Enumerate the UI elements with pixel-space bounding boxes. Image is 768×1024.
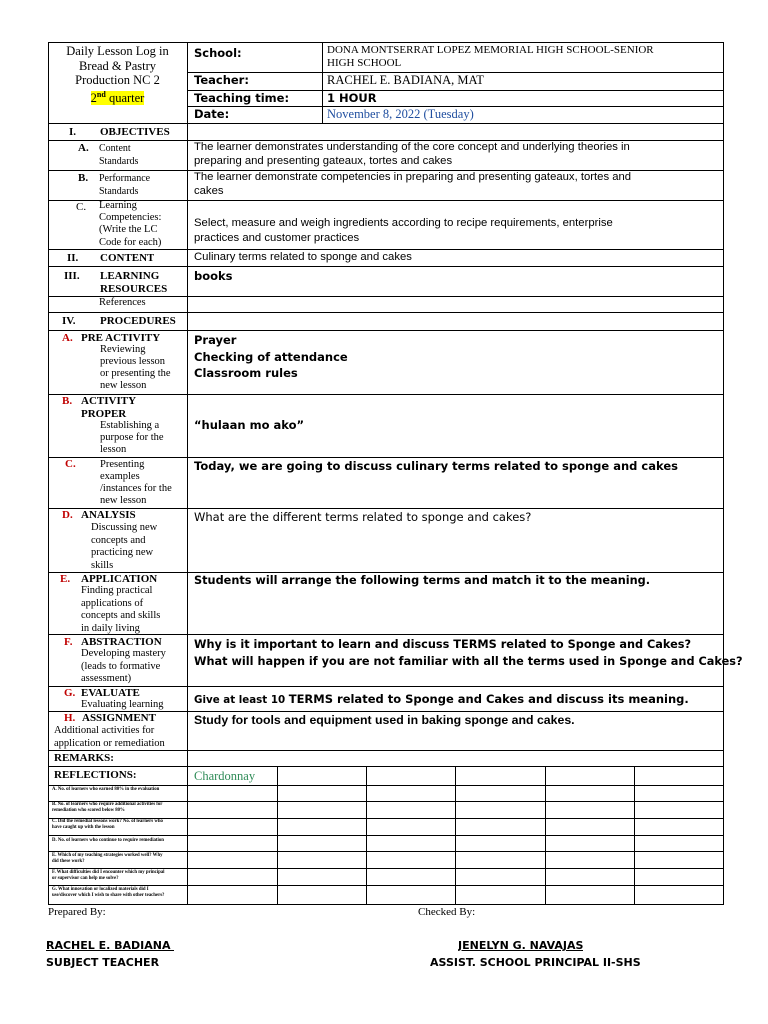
performance-standards-letter: B.: [78, 172, 89, 184]
reflection-item-b-1: B. No. of learners who require additional activities for: [52, 802, 163, 807]
reflection-item-f: [52, 870, 186, 881]
abstraction-title: ABSTRACTION: [81, 636, 162, 648]
pre-activity-desc: [100, 344, 171, 392]
procedures-heading: PROCEDURES: [100, 315, 176, 327]
prepared-by-label: Prepared By:: [48, 906, 106, 918]
content-standards-label: [99, 143, 138, 168]
evaluate-text-a: Give at least 10: [194, 694, 289, 706]
activity-proper-desc: [100, 420, 164, 456]
assignment-desc: [54, 725, 165, 750]
pre-activity-letter: A.: [62, 332, 73, 344]
reflection-item-c-2: have caught up with the lesson: [52, 824, 115, 830]
assignment-desc-1: Additional activities for: [54, 725, 155, 736]
learning-competencies-text: [194, 216, 613, 245]
abstraction-text-1: Why is it important to learn and discuss TERMS related to Sponge and Cakes?: [194, 638, 692, 651]
analysis-letter: D.: [62, 509, 73, 521]
presenting-desc-2: examples: [100, 471, 140, 482]
pre-activity-desc-4: new lesson: [100, 380, 147, 391]
teaching-time-value: 1 HOUR: [327, 92, 377, 105]
presenting-desc-4: new lesson: [100, 495, 147, 506]
activity-proper-title-2: PROPER: [81, 407, 127, 420]
resources-heading-1: LEARNING: [100, 270, 160, 282]
date-label: Date:: [194, 108, 230, 121]
application-title: APPLICATION: [81, 573, 158, 585]
reflections-label: REFLECTIONS:: [54, 769, 137, 781]
pre-activity-text-1: Prayer: [194, 333, 237, 347]
assignment-title: ASSIGNMENT: [82, 712, 156, 724]
analysis-title: ANALYSIS: [81, 509, 136, 521]
activity-proper-desc-2: purpose for the: [100, 432, 164, 443]
abstraction-desc: [81, 648, 166, 686]
performance-standards-label-1: Performance: [99, 173, 151, 184]
reflection-item-a: [52, 787, 186, 793]
application-desc-3: concepts and skills: [81, 610, 161, 621]
abstraction-desc-3: assessment): [81, 673, 132, 684]
evaluate-desc: Evaluating learning: [81, 699, 164, 710]
checked-by-label: Checked By:: [418, 906, 476, 918]
content-number: II.: [67, 252, 79, 264]
presenting-letter: C.: [65, 458, 76, 470]
evaluate-letter: G.: [64, 687, 76, 699]
pre-activity-text: [194, 332, 348, 382]
quarter-suffix: nd: [96, 89, 106, 99]
application-desc-4: in daily living: [81, 622, 140, 634]
application-desc: [81, 585, 160, 635]
evaluate-text: [194, 689, 689, 707]
presenting-desc: [100, 459, 172, 507]
assignment-letter: H.: [64, 712, 76, 724]
resources-number: III.: [64, 270, 80, 282]
content-standards-text-2: preparing and presenting gateaux, tortes and cakes: [194, 154, 453, 167]
analysis-desc-4: skills: [91, 559, 114, 571]
pre-activity-desc-3: or presenting the: [100, 368, 171, 379]
assignment-desc-2: application or remediation: [54, 737, 165, 749]
application-letter: E.: [60, 573, 71, 585]
checked-by-title: ASSIST. SCHOOL PRINCIPAL II-SHS: [430, 957, 641, 969]
prepared-by-title: SUBJECT TEACHER: [46, 957, 160, 969]
remarks-label: REMARKS:: [54, 752, 114, 764]
reflection-item-c-1: C. Did the remedial lessons work? No. of learners who: [52, 819, 163, 824]
activity-proper-letter: B.: [62, 395, 73, 407]
activity-proper-title: [81, 395, 136, 420]
abstraction-text-2: What will happen if you are not familiar with all the terms used in Sponge and Cakes?: [194, 654, 743, 668]
application-desc-1: Finding practical: [81, 585, 153, 596]
activity-proper-desc-3: lesson: [100, 444, 127, 455]
performance-standards-text-1: The learner demonstrate competencies in preparing and presenting gateaux, tortes and: [194, 171, 632, 183]
learning-competencies-letter: C.: [76, 201, 87, 213]
analysis-text: What are the different terms related to sponge and cakes?: [194, 511, 532, 524]
learning-competencies-label-3: (Write the LC: [99, 224, 158, 236]
reflection-item-e-2: did these work?: [52, 858, 85, 864]
analysis-desc: [91, 522, 157, 572]
content-standards-text: [194, 141, 630, 168]
abstraction-letter: F.: [64, 636, 73, 648]
reflection-item-f-1: F. What difficulties did I encounter which my principal: [52, 870, 165, 875]
references-label: References: [99, 297, 146, 308]
content-standards-label-1: Content: [99, 143, 131, 154]
school-value: [327, 44, 654, 69]
activity-proper-title-1: ACTIVITY: [81, 395, 137, 407]
quarter-word: quarter: [105, 90, 145, 105]
content-standards-text-1: The learner demonstrates understanding of the core concept and underlying theories in: [194, 141, 630, 153]
pre-activity-text-3: Classroom rules: [194, 366, 298, 380]
reflection-item-g-1: G. What innovation or localized materials did I: [52, 887, 149, 892]
checked-by-name: JENELYN G. NAVAJAS: [458, 940, 584, 952]
performance-standards-label-2: Standards: [99, 185, 139, 197]
presenting-desc-1: Presenting: [100, 459, 145, 470]
lesson-log-title: [48, 44, 187, 105]
evaluate-title: EVALUATE: [81, 687, 140, 699]
teacher-value: RACHEL E. BADIANA, MAT: [327, 73, 484, 87]
reflections-section-name: Chardonnay: [194, 769, 256, 783]
presenting-desc-3: /instances for the: [100, 483, 172, 494]
prepared-by-name: RACHEL E. BADIANA: [46, 940, 175, 952]
learning-competencies-label-4: Code for each): [99, 236, 162, 248]
learning-competencies-text-1: Select, measure and weigh ingredients according to recipe requirements, enterprise: [194, 217, 613, 229]
quarter-number: 2: [90, 90, 97, 105]
learning-competencies-text-2: practices and customer practices: [194, 231, 360, 244]
resources-text: books: [194, 270, 233, 283]
teaching-time-label: Teaching time:: [194, 92, 290, 105]
school-label: School:: [194, 47, 242, 60]
pre-activity-desc-1: Reviewing: [100, 344, 146, 355]
content-standards-label-2: Standards: [99, 155, 139, 167]
analysis-desc-3: practicing new: [91, 547, 154, 558]
analysis-desc-2: concepts and: [91, 534, 146, 546]
school-value-line-2: HIGH SCHOOL: [327, 56, 402, 69]
objectives-number: I.: [69, 126, 77, 138]
assignment-text: Study for tools and equipment used in baking sponge and cakes.: [194, 713, 575, 727]
resources-heading: [100, 270, 167, 295]
learning-competencies-label-2: Competencies:: [99, 212, 162, 224]
reflection-item-e: [52, 853, 186, 864]
performance-standards-text-2: cakes: [194, 184, 224, 197]
reflection-item-f-2: or supervisor can help me solve?: [52, 875, 119, 881]
reflection-item-d: [52, 838, 186, 844]
reflection-item-a-1: A. No. of learners who earned 80% in the evaluation: [52, 787, 160, 792]
learning-competencies-label: [99, 200, 161, 249]
title-line-3: Production NC 2: [75, 73, 160, 87]
content-standards-letter: A.: [78, 142, 89, 154]
application-text: Students will arrange the following terms and match it to the meaning.: [194, 574, 651, 587]
abstraction-desc-1: Developing mastery: [81, 648, 166, 659]
pre-activity-title: PRE ACTIVITY: [81, 332, 161, 344]
school-value-line-1: DONA MONTSERRAT LOPEZ MEMORIAL HIGH SCHOOL-SENIOR: [327, 44, 654, 56]
title-line-2: Bread & Pastry: [78, 58, 157, 73]
quarter-label: [48, 88, 187, 106]
teacher-label: Teacher:: [194, 74, 249, 87]
application-desc-2: applications of: [81, 597, 144, 609]
procedures-number: IV.: [62, 315, 76, 327]
resources-heading-2: RESOURCES: [100, 282, 168, 295]
learning-competencies-label-1: Learning: [99, 200, 137, 211]
objectives-heading: OBJECTIVES: [100, 126, 170, 138]
date-value: November 8, 2022 (Tuesday): [327, 107, 474, 121]
reflection-item-d-1: D. No. of learners who continue to require remediation: [52, 838, 164, 843]
title-line-1: Daily Lesson Log in: [66, 44, 169, 58]
reflection-item-e-1: E. Which of my teaching strategies worked well? Why: [52, 853, 163, 858]
analysis-desc-1: Discussing new: [91, 522, 158, 533]
reflection-item-b: [52, 802, 186, 813]
pre-activity-desc-2: previous lesson: [100, 356, 166, 367]
pre-activity-text-2: Checking of attendance: [194, 349, 348, 364]
reflection-item-c: [52, 819, 186, 830]
reflection-item-g-2: use/discover which I wish to share with other teachers?: [52, 892, 165, 898]
performance-standards-label: [99, 173, 150, 198]
activity-proper-desc-1: Establishing a: [100, 420, 160, 431]
reflection-item-g: [52, 887, 186, 898]
presenting-text: Today, we are going to discuss culinary terms related to sponge and cakes: [194, 460, 678, 473]
activity-proper-text: “hulaan mo ako”: [194, 419, 305, 432]
evaluate-text-b: TERMS related to Sponge and Cakes and discuss its meaning.: [288, 692, 689, 706]
performance-standards-text: [194, 171, 631, 198]
content-text: Culinary terms related to sponge and cakes: [194, 251, 412, 263]
abstraction-text: [194, 637, 743, 670]
content-heading: CONTENT: [100, 252, 155, 264]
abstraction-desc-2: (leads to formative: [81, 660, 161, 672]
reflection-item-b-2: remediation who scored below 80%: [52, 807, 125, 813]
